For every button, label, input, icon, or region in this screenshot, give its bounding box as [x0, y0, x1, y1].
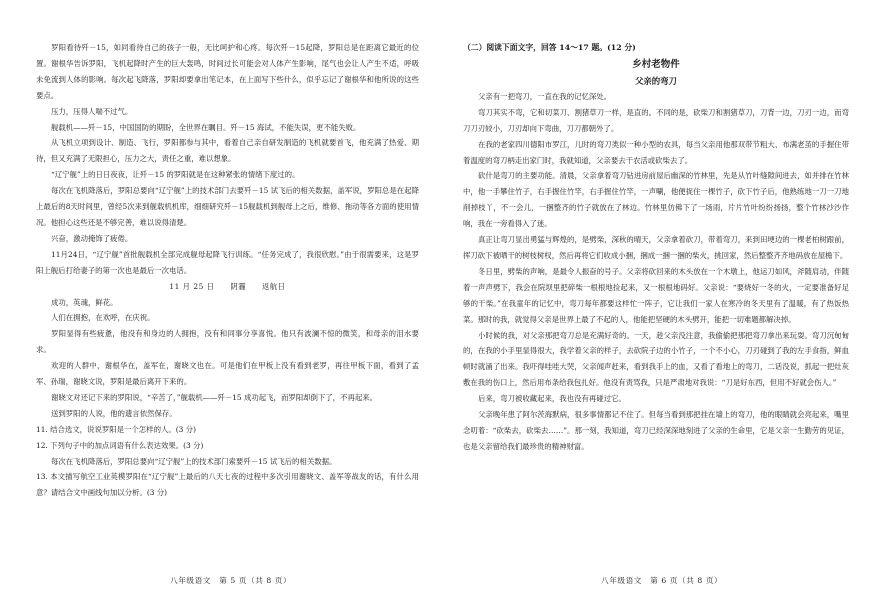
- paragraph: 欢迎的人群中，谢根华在，盖军在，谢晓文也在。可是他们在甲板上没有看到老罗，再往甲板下面，看到了孟军、孙瑞，谢晓文说，罗阳是最后离开下来的。: [36, 361, 419, 387]
- page-footer: 八年级语文 第 6 页（共 8 页）: [601, 576, 723, 585]
- question-12: 12. 下列句子中的加点词语有什么表达效果。(3 分): [36, 440, 204, 450]
- paragraph: 父亲有一把弯刀，一直在我的记忆深处。: [478, 91, 612, 101]
- section-title: （二）阅读下面文字，回答 14～17 题。(12 分): [463, 43, 636, 52]
- article-subtitle: 父亲的弯刀: [635, 75, 677, 86]
- paragraph: 后来，弯刀被收藏起来，我也没有再碰过它。: [478, 394, 626, 404]
- paragraph: 每次在飞机降落后，罗阳总要向“辽宁舰”上的技术部门去要歼－15 试飞后的相关数据，盖军说，罗阳总是在起降上最后的8天时间里，曾经5次来到舰载机机库，细细研究歼－15舰载机到舰母上之后，维修、拖动等各方面的使用情况。他担心这些还是不够完善，难以说得清楚。: [36, 186, 419, 227]
- paragraph: 父亲晚年患了阿尔茨海默病，很多事情都记不住了。但每当看到那把挂在墙上的弯刀，他的眼睛就会亮起来，嘴里念叨着：“砍柴去，砍柴去……”。那一刻，我知道，弯刀已经深深地刻进了父亲的生命里，它是父亲一生勤劳的见证，也是父亲留给我们最珍贵的精神财富。: [463, 410, 849, 451]
- page-footer: 八年级语文 第 5 页（共 8 页）: [170, 576, 292, 585]
- paragraph: 兴奋，激动掩饰了疲倦。: [51, 233, 133, 243]
- page-right: [438, 0, 870, 615]
- paragraph: 真正让弯刀显出勇猛与辉煌的，是劈柴，深秋的晴天，父亲拿着砍刀，带着弯刀，来到田埂边的一棵老柏树跟前，挥刀砍下被晒干的树枝树杈，然后再将它们收成小捆，捆成一捆一捆的柴火，挑回家，然后整整齐齐地码放在屋檐下。: [463, 235, 849, 260]
- paragraph: 从飞机立项到设计、制造、飞行，罗阳都参与其中，看着自己亲自研发制造的飞机就要首飞，他充满了热爱、期待，但又充满了无限担心，压力之大，责任之重，难以想象。: [36, 138, 419, 164]
- paragraph: 罗阳显得有些疲惫，他没有和身边的人拥抱，没有和同事分享喜悦。他只有波澜不惊的微笑，和母亲的泪水要求。: [36, 329, 419, 355]
- article-title: 乡村老物件: [632, 58, 680, 70]
- right-column: [463, 40, 849, 566]
- question-12-sentence: 每次在飞机降落后，罗阳总要向“辽宁舰”上的技术部门索要歼－15 试飞后的相关数据。: [51, 456, 337, 466]
- paragraph: 在我的老家四川德阳市罗江，儿时的弯刀类似一种小型的农具，每当父亲用他那双带节粗大、布满老茧的手握住带着温度的弯刀柄走出家门时，我就知道，父亲要去干农活或砍柴去了。: [463, 139, 849, 165]
- paragraph: 舰载机——歼－15，中国国防的期盼，全世界在瞩目。歼－15 海试，不能失误，更不能失败。: [51, 122, 361, 132]
- question-11: 11. 结合选文，说说罗阳是一个怎样的人。(3 分): [36, 424, 196, 434]
- paragraph: 成功，英魂，鲜花。: [51, 297, 118, 307]
- paragraph: 小时候的我，对父亲那把弯刀总是充满好奇的。一天，趁父亲没注意，我偷偷把那把弯刀拿出来玩耍。弯刀沉甸甸的，在我的小手里显得很大，我学着父亲的样子，去砍院子边的小竹子，一个不小心，刀刃碰到了我的左手食指，鲜血顿时就涌了出来。我吓得哇哇大哭，父亲闻声赶来，看到我手上的血，又看了看地上的弯刀，二话没说，抓起一把灶灰敷在我的伤口上，然后用布条给我包扎好。他没有责骂我，只是严肃地对我说：“刀是好东西，但用不好就会伤人。”: [463, 330, 849, 388]
- question-13: 13. 本文描写航空工业英模罗阳在“辽宁舰”上最后的八天七夜的过程中多次引用谢晓文、盖军等战友的话，有什么用意？请结合文中画线句加以分析。(3 分): [36, 472, 419, 498]
- date-line: 11 月 25 日 阴霾 返航日: [169, 281, 286, 291]
- paragraph: 罗阳看待歼－15，如同看待自己的孩子一般，无比呵护和心疼。每次歼－15起降，罗阳总是在距离它最近的位置。谢根华告诉罗阳，飞机起降时产生的巨大轰鸣，时间过长可能会对人体产生影响，尾气也会让人产生不适，呼吸未免流到人体的影响。每次起飞降落，罗阳却要拿出笔记本，在上面写下些什么，似乎忘记了谢根华和他所说的这些要点。: [36, 43, 419, 100]
- paragraph: 11月24日，“辽宁舰”首批舰载机全部完成舰母起降飞行训练。“任务完成了，我很欣慰。”由于很需要来，这是罗阳上舰后打给妻子的第一次也是最后一次电话。: [36, 249, 419, 275]
- paragraph: 压力，压得人喘不过气。: [51, 106, 133, 116]
- paragraph: 弯刀其实不弯，它和切菜刀、割猪草刀一样，是直的。不同的是，砍柴刀和割猪草刀，刀背一边，刀刃一边，而弯刀刀刃较小，刀刃却向下弯曲，刀刀都朝外了。: [463, 107, 849, 133]
- paragraph: 谢晓文对还记下来的罗阳说，“辛苦了，”舰载机——歼－15 成功起飞，而罗阳却倒下了，不再起来。: [51, 392, 378, 402]
- paragraph: 砍什是弯刀的主要功能。清晨，父亲拿着弯刀钻进房前屋后幽深的竹林里，先是从竹叶缝隙间进去，如并排在竹林中，他一手攀住竹子，右手握住竹竿，右手握住竹竿，一声唰，他便捉住一棵竹子，砍下竹子后，他熟练地一刀一刀地削掉枝丫，不一会儿，一捆整齐的竹子就放在了林边。竹林里仿佛下了一场雨，片片竹叶纷纷扬扬，整个竹林沙沙作响，我在一旁看得入了迷。: [463, 171, 849, 229]
- paragraph: 送到罗阳的人说，他的遗言依然保存。: [51, 408, 177, 418]
- paragraph: “辽宁舰”上的日日夜夜，让歼－15 的罗阳就是在这种紧张的情绪下度过的。: [51, 170, 300, 180]
- paragraph: 人们在拥抱，在欢呼，在庆祝。: [51, 313, 155, 323]
- left-column: [36, 40, 419, 562]
- paragraph: 冬日里，劈柴的声响，是最令人振奋的号子。父亲将砍回来的木头放在一个木墩上，他运刀如风，斧随肩动，伴随着一声声劈下，我会在院坝里把碎柴一根根地捡起来，又一根根地码好。父亲说：“要烧好一冬的火，一定要准备好足够的干柴。”在我童年的记忆中，弯刀每年都要这样忙一阵子，它让我们一家人在寒冷的冬天里有了温暖，有了热饭热菜。那时的我，就觉得父亲是世界上最了不起的人，他能把坚硬的木头劈开，能把一切难题都解决掉。: [463, 266, 849, 324]
